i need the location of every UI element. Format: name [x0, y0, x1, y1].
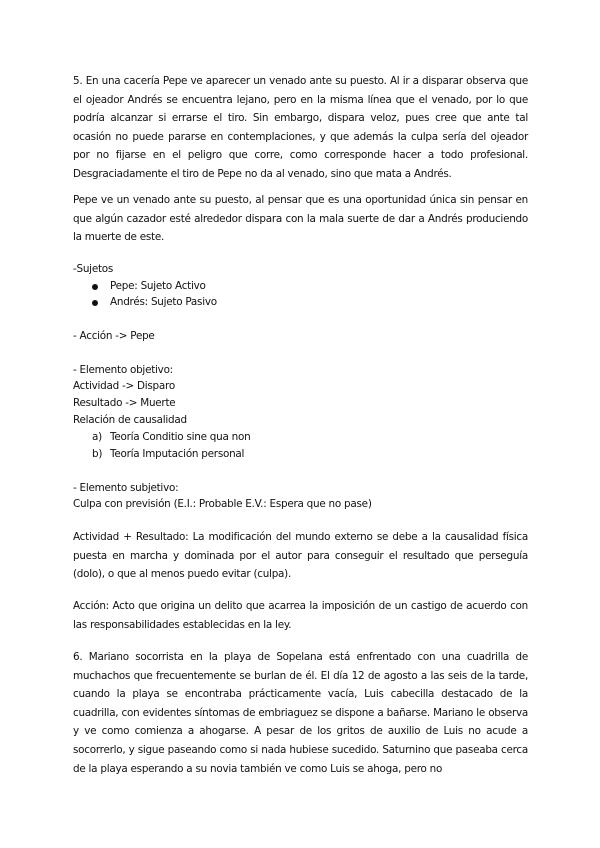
case5-summary: Pepe ve un venado ante su puesto, al pensar que es una oportunidad única sin pensar en que algún cazador esté alrededor dispara con la mala suerte de dar a Andrés produciendo la muerte de este.	[73, 194, 528, 244]
case5-problem: 5. En una cacería Pepe ve aparecer un venado ante su puesto. Al ir a disparar observa que el ojeador Andrés se encuentra lejano, pero en la misma línea que el venado, por lo que podría alcanzar si errarse el tiro. Sin embargo, dispara veloz, pues cree que ante tal ocasión no puede pararse en contemplaciones, y que además la culpa sería del ojeador por no fijarse en el peligro que corre, como corresponde hacer a todo profesional. Desgraciadamente el tiro de Pepe no da al venado, sino que mata a Andrés.	[73, 75, 528, 180]
theory-item: Teoría Imputación personal	[110, 448, 245, 460]
subjective-heading: - Elemento subjetivo:	[73, 482, 179, 494]
subjective-text: Culpa con previsión (E.I.: Probable E.V.: Espera que no pase)	[73, 498, 372, 510]
activity-result-paragraph: Actividad + Resultado: La modificación del mundo externo se debe a la causalidad física puesta en marcha y dominada por el autor para conseguir el resultado que perseguía (dolo), o que al menos puedo evitar (culpa).	[73, 531, 528, 581]
theory-tag: a)	[92, 431, 102, 443]
subject-item: Andrés: Sujeto Pasivo	[110, 296, 217, 308]
bullet-icon	[92, 300, 98, 306]
theory-item: Teoría Conditio sine qua non	[110, 431, 251, 443]
case6-problem: 6. Mariano socorrista en la playa de Sopelana está enfrentado con una cuadrilla de muchachos que frecuentemente se burlan de él. El día 12 de agosto a las seis de la tarde, cuando la playa se encontraba prácticamente vacía, Luis cabecilla destacado de la cuadrilla, con evidentes síntomas de embriaguez se dispone a bañarse. Mariano le observa y ve como comienza a ahogarse. A pesar de los gritos de auxilio de Luis no acude a socorrerlo, y sigue paseando como si nada hubiese sucedido. Saturnino que paseaba cerca de la playa esperando a su novia también ve como Luis se ahoga, pero no	[73, 651, 528, 775]
bullet-icon	[92, 284, 98, 290]
causality-line: Relación de causalidad	[73, 414, 187, 426]
result-line: Resultado -> Muerte	[73, 397, 176, 409]
action-line: - Acción -> Pepe	[73, 330, 155, 342]
theory-tag: b)	[92, 448, 103, 460]
subject-item: Pepe: Sujeto Activo	[110, 280, 206, 292]
subjects-heading: -Sujetos	[73, 263, 114, 275]
activity-line: Actividad -> Disparo	[73, 380, 175, 392]
action-definition-paragraph: Acción: Acto que origina un delito que acarrea la imposición de un castigo de acuerdo con las responsabilidades establecidas en la ley.	[73, 600, 528, 631]
objective-heading: - Elemento objetivo:	[73, 364, 173, 376]
